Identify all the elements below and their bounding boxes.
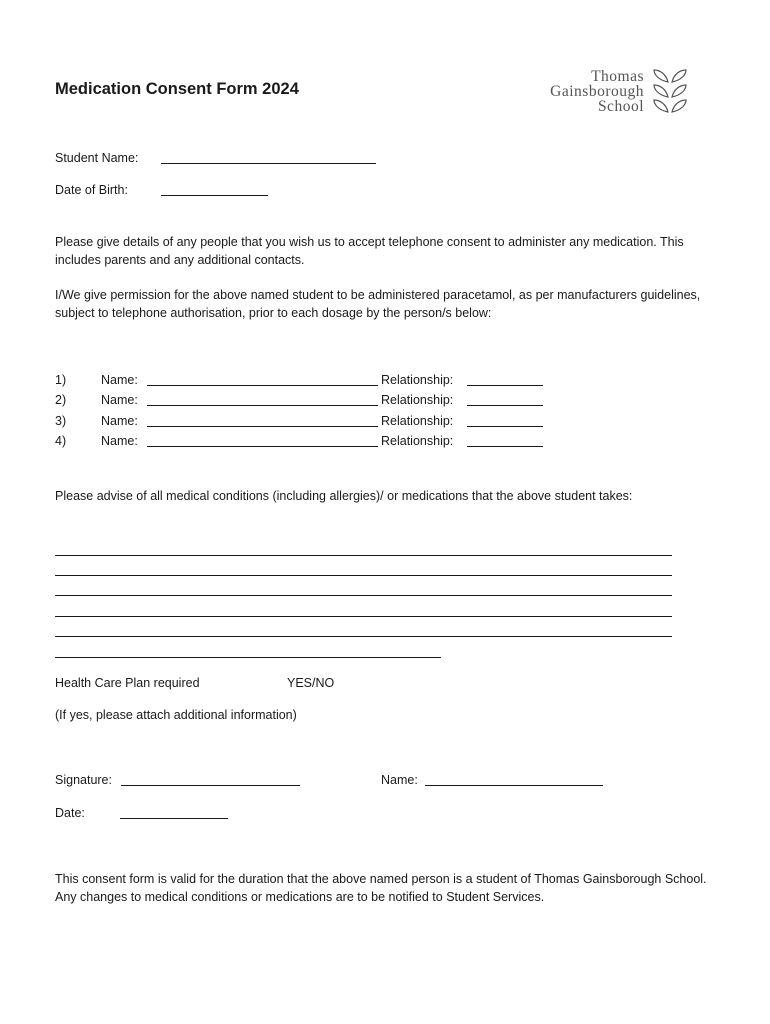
validity-note: This consent form is valid for the duration that the above named person is a student of Thomas Gainsborough School. Any changes to medical conditions or medications are to be notified to Student Services. [55, 872, 707, 904]
contact-name-field[interactable] [147, 414, 378, 427]
contact-relationship-label: Relationship: [381, 434, 454, 448]
medical-conditions-line[interactable] [55, 595, 672, 596]
permission-statement: I/We give permission for the above named student to be administered paracetamol, as per manufacturers guidelines, subject to telephone authorisation, prior to each dosage by the person/s below: [55, 288, 701, 320]
date-field[interactable] [120, 806, 228, 819]
signature-field[interactable] [121, 773, 300, 786]
date-label: Date: [55, 806, 85, 820]
contact-relationship-field[interactable] [467, 414, 543, 427]
signer-name-label: Name: [381, 773, 418, 787]
logo-line-1: Thomas [591, 68, 644, 85]
contact-relationship-field[interactable] [467, 373, 543, 386]
contact-name-label: Name: [101, 434, 138, 448]
contact-name-label: Name: [101, 393, 138, 407]
medical-conditions-line[interactable] [55, 657, 441, 658]
contact-name-field[interactable] [147, 373, 378, 386]
logo-line-3: School [597, 98, 644, 115]
student-name-field[interactable] [161, 151, 376, 164]
contact-number: 3) [55, 414, 67, 428]
signer-name-field[interactable] [425, 773, 603, 786]
health-care-plan-label: Health Care Plan required [55, 676, 200, 690]
contact-name-field[interactable] [147, 434, 378, 447]
medical-conditions-line[interactable] [55, 636, 672, 637]
contact-name-label: Name: [101, 414, 138, 428]
medical-conditions-line[interactable] [55, 555, 672, 556]
form-title: Medication Consent Form 2024 [55, 80, 299, 98]
attach-note: (If yes, please attach additional information) [55, 708, 297, 722]
contact-name-field[interactable] [147, 393, 378, 406]
contact-relationship-field[interactable] [467, 393, 543, 406]
logo-line-2: Gainsborough [550, 83, 644, 100]
contact-relationship-field[interactable] [467, 434, 543, 447]
contact-relationship-label: Relationship: [381, 373, 454, 387]
contact-relationship-label: Relationship: [381, 414, 454, 428]
contact-number: 4) [55, 434, 67, 448]
medical-conditions-line[interactable] [55, 616, 672, 617]
contact-number: 1) [55, 373, 67, 387]
dob-field[interactable] [161, 183, 268, 196]
leaf-icon [650, 68, 690, 116]
contact-relationship-label: Relationship: [381, 393, 454, 407]
signature-label: Signature: [55, 773, 112, 787]
dob-label: Date of Birth: [55, 183, 128, 197]
contact-number: 2) [55, 393, 67, 407]
health-care-plan-options[interactable]: YES/NO [287, 676, 335, 690]
student-name-label: Student Name: [55, 151, 139, 165]
medical-conditions-line[interactable] [55, 575, 672, 576]
contact-instructions: Please give details of any people that you wish us to accept telephone consent to administer any medication. This includes parents and any additional contacts. [55, 235, 684, 267]
school-logo [500, 68, 690, 118]
medical-conditions-prompt: Please advise of all medical conditions (including allergies)/ or medications that the above student takes: [55, 489, 633, 503]
contact-name-label: Name: [101, 373, 138, 387]
